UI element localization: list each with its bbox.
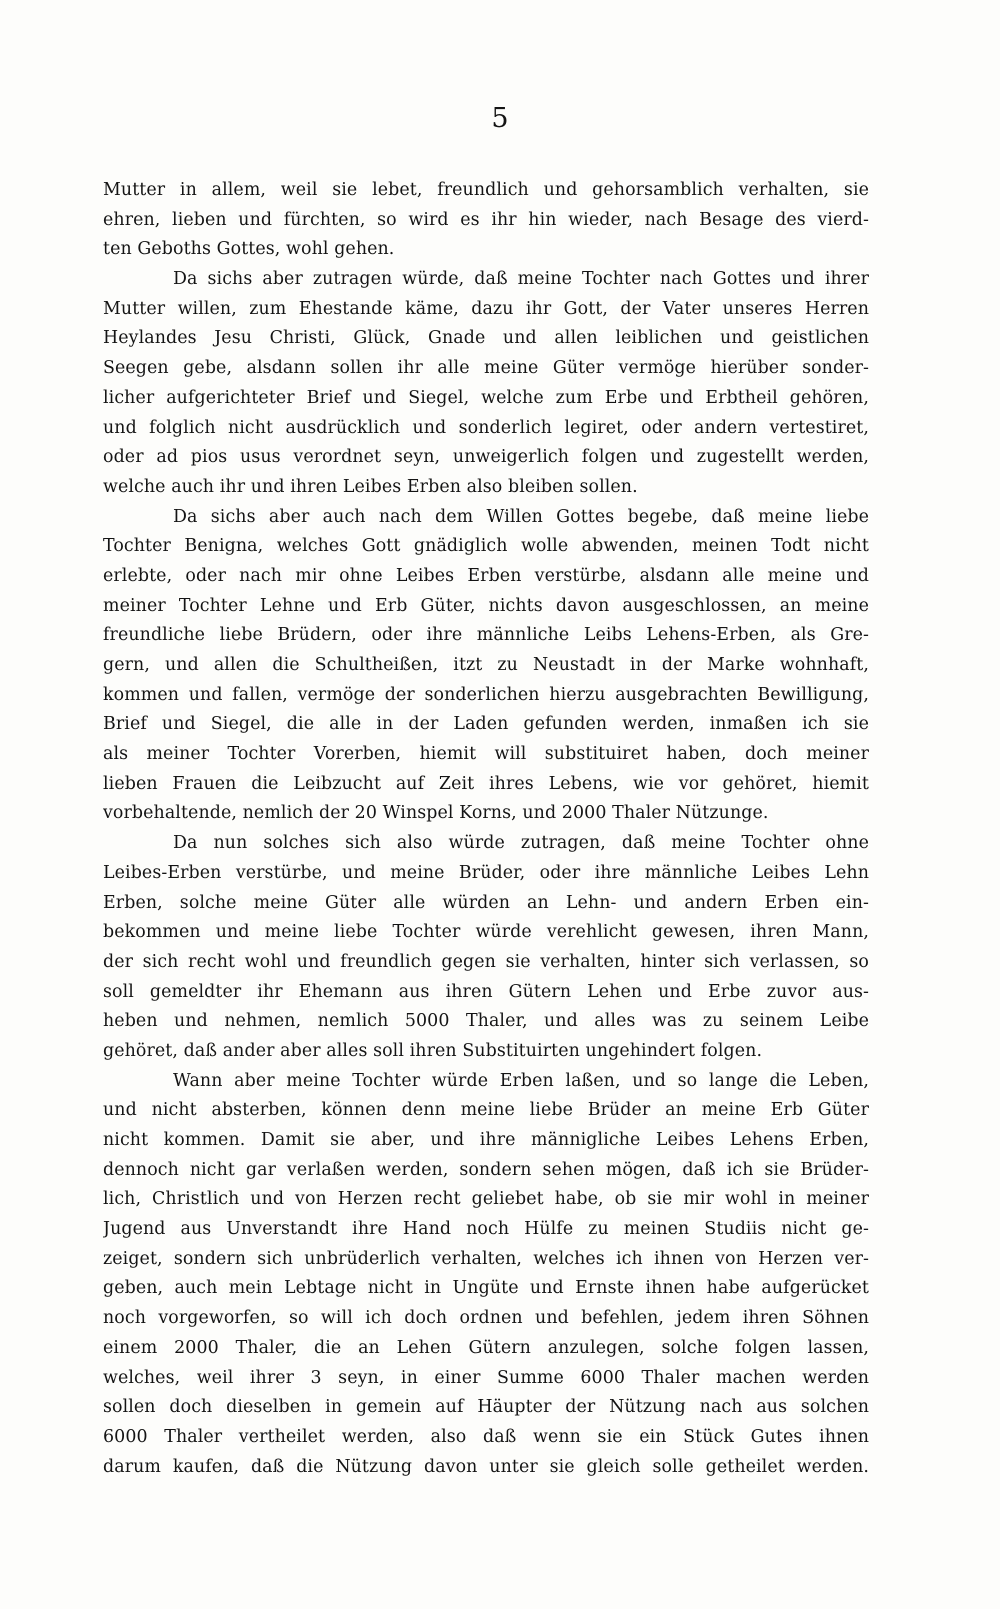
page-number: 5 <box>491 103 509 134</box>
text-line: sollen doch dieselben in gemein auf Häupter der Nützung nach aus solchen <box>103 1397 869 1418</box>
text-line: Da nun solches sich also würde zutragen, daß meine Tochter ohne <box>173 833 869 854</box>
text-line: als meiner Tochter Vorerben, hiemit will substituiret haben, doch meiner <box>103 744 869 765</box>
text-line: welche auch ihr und ihren Leibes Erben also bleiben sollen. <box>103 476 638 497</box>
body-text <box>103 176 869 1482</box>
text-line: geben, auch mein Lebtage nicht in Ungüte und Ernste ihnen habe aufgerücket <box>103 1278 869 1299</box>
text-line: erlebte, oder nach mir ohne Leibes Erben verstürbe, alsdann alle meine und <box>103 565 869 586</box>
text-line: Seegen gebe, alsdann sollen ihr alle meine Güter vermöge hierüber sonder- <box>103 358 869 379</box>
text-line: oder ad pios usus verordnet seyn, unweigerlich folgen und zugestellt werden, <box>103 447 869 468</box>
text-line: zeiget, sondern sich unbrüderlich verhalten, welches ich ihnen von Herzen ver- <box>103 1248 869 1269</box>
text-line: dennoch nicht gar verlaßen werden, sondern sehen mögen, daß ich sie Brüder- <box>103 1159 869 1180</box>
text-line: Mutter in allem, weil sie lebet, freundlich und gehorsamblich verhalten, sie <box>103 180 869 200</box>
text-line: ten Geboths Gottes, wohl gehen. <box>103 239 395 260</box>
text-line: einem 2000 Thaler, die an Lehen Gütern anzulegen, solche folgen lassen, <box>103 1337 869 1358</box>
text-line: Da sichs aber zutragen würde, daß meine Tochter nach Gottes und ihrer <box>173 269 869 290</box>
text-line: Erben, solche meine Güter alle würden an Lehn- und andern Erben ein- <box>103 892 869 913</box>
text-line: lieben Frauen die Leibzucht auf Zeit ihres Lebens, wie vor gehöret, hiemit <box>103 773 869 794</box>
text-line: der sich recht wohl und freundlich gegen sie verhalten, hinter sich verlassen, so <box>103 951 869 972</box>
text-line: meiner Tochter Lehne und Erb Güter, nichts davon ausgeschlossen, an meine <box>103 595 869 616</box>
text-line: Jugend aus Unverstandt ihre Hand noch Hülfe zu meinen Studiis nicht ge- <box>103 1219 869 1240</box>
text-line: licher aufgerichteter Brief und Siegel, welche zum Erbe und Erbtheil gehören, <box>103 387 869 408</box>
text-line: darum kaufen, daß die Nützung davon unter sie gleich solle getheilet werden. <box>103 1456 869 1477</box>
text-line: Heylandes Jesu Christi, Glück, Gnade und allen leiblichen und geistlichen <box>103 328 869 349</box>
text-line: und nicht absterben, können denn meine liebe Brüder an meine Erb Güter <box>103 1100 869 1121</box>
text-line: vorbehaltende, nemlich der 20 Winspel Korns, und 2000 Thaler Nützunge. <box>103 803 769 824</box>
text-line: Leibes-Erben verstürbe, und meine Brüder, oder ihre männliche Leibes Lehn <box>103 862 869 883</box>
text-line: gern, und allen die Schultheißen, itzt zu Neustadt in der Marke wohnhaft, <box>103 655 869 675</box>
text-line: freundliche liebe Brüdern, oder ihre männliche Leibs Lehens-Erben, als Gre- <box>103 625 869 646</box>
text-line: gehöret, daß ander aber alles soll ihren Substituirten ungehindert folgen. <box>103 1040 763 1061</box>
text-line: 6000 Thaler vertheilet werden, also daß wenn sie ein Stück Gutes ihnen <box>103 1426 869 1447</box>
text-line: Wann aber meine Tochter würde Erben laßen, und so lange die Leben, <box>173 1070 869 1091</box>
text-line: bekommen und meine liebe Tochter würde verehlicht gewesen, ihren Mann, <box>103 922 869 943</box>
text-line: noch vorgeworfen, so will ich doch ordnen und befehlen, jedem ihren Söhnen <box>103 1308 869 1329</box>
text-line: heben und nehmen, nemlich 5000 Thaler, und alles was zu seinem Leibe <box>103 1011 869 1032</box>
text-line: Tochter Benigna, welches Gott gnädiglich wolle abwenden, meinen Todt nicht <box>103 536 869 557</box>
text-line: kommen und fallen, vermöge der sonderlichen hierzu ausgebrachten Bewilligung, <box>103 684 869 705</box>
text-line: nicht kommen. Damit sie aber, und ihre männigliche Leibes Lehens Erben, <box>103 1130 869 1150</box>
text-line: und folglich nicht ausdrücklich und sonderlich legiret, oder andern vertestiret, <box>103 417 869 438</box>
text-line: Mutter willen, zum Ehestande käme, dazu ihr Gott, der Vater unseres Herren <box>103 298 869 319</box>
text-line: soll gemeldter ihr Ehemann aus ihren Gütern Lehen und Erbe zuvor aus- <box>103 981 869 1002</box>
text-line: Brief und Siegel, die alle in der Laden gefunden werden, inmaßen ich sie <box>103 714 869 735</box>
text-line: welches, weil ihrer 3 seyn, in einer Summe 6000 Thaler machen werden <box>103 1367 869 1388</box>
text-line: lich, Christlich und von Herzen recht geliebet habe, ob sie mir wohl in meiner <box>103 1189 869 1210</box>
text-line: ehren, lieben und fürchten, so wird es ihr hin wieder, nach Besage des vierd- <box>103 209 869 230</box>
text-line: Da sichs aber auch nach dem Willen Gottes begebe, daß meine liebe <box>173 506 869 527</box>
